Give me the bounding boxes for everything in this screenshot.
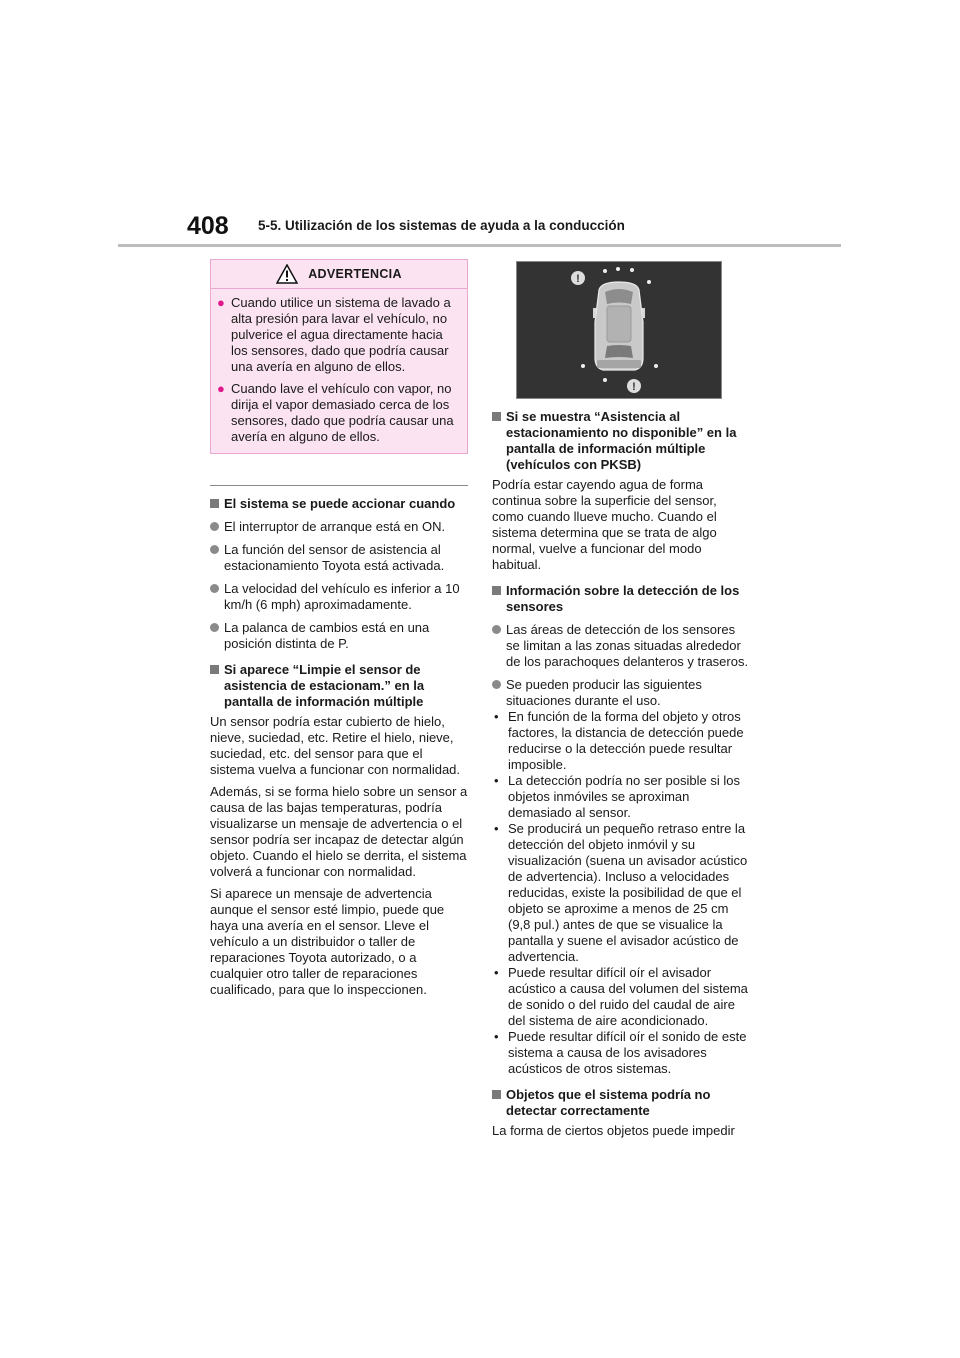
section-heading: El sistema se puede accionar cuando — [210, 496, 468, 512]
list-item: Las áreas de detección de los sensores se limitan a las zonas situadas alrededor de los parachoques delanteros y traseros. — [492, 622, 752, 670]
list-item: El interruptor de arranque está en ON. — [210, 519, 468, 535]
paragraph: La forma de ciertos objetos puede impedir — [492, 1123, 735, 1138]
sub-list-item: • Se producirá un pequeño retraso entre la detección del objeto inmóvil y su visualización (suena un avisador acústico de advertencia). Incluso a velocidades reducidas, existe la posibilidad de que el objeto se aproxime a menos de 25 cm (9,8 pul.) antes de que se visualice la pantalla y suene el avisador acústico de advertencia. — [494, 821, 748, 964]
sub-list-item: • Puede resultar difícil oír el sonido de este sistema a causa de los avisadores acústicos de otros sistemas. — [494, 1029, 747, 1076]
header-rule — [118, 244, 841, 247]
bullet-icon — [492, 625, 501, 634]
bullet-icon — [492, 680, 501, 689]
section-title: 5-5. Utilización de los sistemas de ayuda a la conducción — [258, 218, 625, 233]
sub-list-item: • Puede resultar difícil oír el avisador acústico a causa del volumen del sistema de sonido o del ruido del caudal de aire del sistema de aire acondicionado. — [494, 965, 748, 1028]
svg-text:!: ! — [632, 381, 636, 393]
list-item: La palanca de cambios está en una posición distinta de P. — [210, 620, 468, 652]
sensor-dot-icon — [654, 364, 658, 368]
sensor-dot-icon — [603, 269, 607, 273]
car-icon — [593, 282, 645, 370]
parking-sensor-display-image — [516, 261, 722, 399]
bullet-icon — [210, 522, 219, 531]
paragraph: Podría estar cayendo agua de forma continua sobre la superficie del sensor, como cuando llueve mucho. Cuando el sistema determina que se trata de algo normal, vuelve a funcionar del modo habitual. — [492, 477, 717, 572]
square-bullet-icon — [492, 1090, 501, 1099]
sub-list-item: • En función de la forma del objeto y otros factores, la distancia de detección puede reducirse o la detección puede resultar imposible. — [494, 709, 744, 772]
section-heading: Información sobre la detección de los sensores — [492, 583, 752, 615]
svg-text:!: ! — [576, 273, 580, 285]
list-item: Se pueden producir las siguientes situaciones durante el uso. — [492, 677, 752, 709]
square-bullet-icon — [492, 586, 501, 595]
section-heading: Si aparece “Limpie el sensor de asistencia de estacionam.” en la pantalla de información múltiple — [210, 662, 468, 710]
warning-item: ● Cuando utilice un sistema de lavado a alta presión para lavar el vehículo, no pulverice el agua directamente hacia los sensores, dado que podría causar una avería en alguno de ellos. — [217, 295, 451, 374]
sub-list-item: • La detección podría no ser posible si los objetos inmóviles se aproximan demasiado al sensor. — [494, 773, 740, 820]
warning-title: ADVERTENCIA — [308, 267, 402, 281]
square-bullet-icon — [492, 412, 501, 421]
sensor-dot-icon — [630, 268, 634, 272]
warning-item: ● Cuando lave el vehículo con vapor, no dirija el vapor demasiado cerca de los sensores, dado que podría causar una avería en alguno de ellos. — [217, 381, 454, 444]
paragraph: Si aparece un mensaje de advertencia aunque el sensor esté limpio, puede que haya una avería en el sensor. Lleve el vehículo a un distribuidor o taller de reparaciones Toyota autorizado, o a cualquier otro taller de reparaciones cualificado, para que lo inspeccionen. — [210, 886, 445, 997]
bullet-icon: ● — [217, 381, 225, 396]
sensor-dot-icon — [603, 378, 607, 382]
bullet-icon — [210, 584, 219, 593]
section-heading: Objetos que el sistema podría no detectar correctamente — [492, 1087, 752, 1119]
paragraph: Además, si se forma hielo sobre un sensor a causa de las bajas temperaturas, podría visualizarse un mensaje de advertencia o el sensor podría ser incapaz de detectar algún objeto. Cuando el hielo se derrita, el sistema volverá a funcionar con normalidad. — [210, 784, 468, 879]
section-divider — [210, 485, 468, 486]
right-column — [492, 261, 752, 1139]
sensor-dot-icon — [616, 267, 620, 271]
list-item: La función del sensor de asistencia al estacionamiento Toyota está activada. — [210, 542, 468, 574]
sensor-dot-icon — [647, 280, 651, 284]
paragraph: Un sensor podría estar cubierto de hielo, nieve, suciedad, etc. Retire el hielo, nieve, suciedad, etc. del sensor para que el sistema vuelva a funcionar con normalidad. — [210, 714, 461, 777]
square-bullet-icon — [210, 499, 219, 508]
section-heading: Si se muestra “Asistencia al estacionamiento no disponible” en la pantalla de información múltiple (vehículos con PKSB) — [492, 409, 752, 473]
warning-triangle-icon — [276, 264, 298, 284]
vehicle-top-view-illustration — [517, 262, 721, 398]
bullet-icon — [210, 545, 219, 554]
list-item: La velocidad del vehículo es inferior a 10 km/h (6 mph) aproximadamente. — [210, 581, 468, 613]
sensor-dot-icon — [581, 364, 585, 368]
left-column — [210, 259, 468, 998]
square-bullet-icon — [210, 665, 219, 674]
page-number: 408 — [187, 212, 229, 240]
bullet-icon — [210, 623, 219, 632]
warning-header — [211, 260, 467, 289]
bullet-icon: ● — [217, 295, 225, 310]
warning-box — [210, 259, 468, 454]
